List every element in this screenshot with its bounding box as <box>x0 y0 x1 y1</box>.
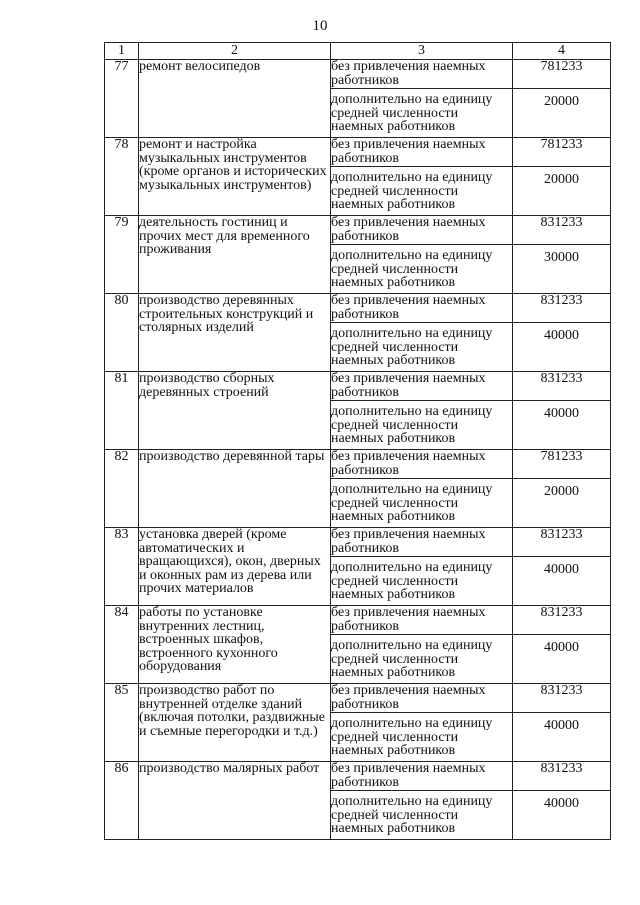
condition-per-employee: дополнительно на единицу средней численности наемных работников <box>331 635 513 684</box>
table-row <box>105 216 611 245</box>
condition-per-employee: дополнительно на единицу средней численности наемных работников <box>331 401 513 450</box>
condition-no-employees: без привлечения наемных работников <box>331 450 513 479</box>
condition-per-employee: дополнительно на единицу средней численности наемных работников <box>331 791 513 840</box>
row-number: 78 <box>105 138 139 216</box>
header-row <box>105 43 611 60</box>
row-number: 81 <box>105 372 139 450</box>
activity-name: производство сборных деревянных строений <box>139 372 331 450</box>
row-number: 86 <box>105 762 139 840</box>
table-row <box>105 450 611 479</box>
value-per-employee: 40000 <box>513 635 611 684</box>
table-row <box>105 762 611 791</box>
condition-no-employees: без привлечения наемных работников <box>331 528 513 557</box>
condition-per-employee: дополнительно на единицу средней численности наемных работников <box>331 557 513 606</box>
condition-per-employee: дополнительно на единицу средней численности наемных работников <box>331 245 513 294</box>
activity-name: установка дверей (кроме автоматических и вращающихся), окон, дверных и оконных рам из дерева или прочих материалов <box>139 528 331 606</box>
table-body <box>105 60 611 840</box>
tariff-table <box>104 42 611 840</box>
page-number: 10 <box>312 18 328 34</box>
value-base: 831233 <box>513 606 611 635</box>
table-row <box>105 60 611 89</box>
value-base: 831233 <box>513 528 611 557</box>
row-number: 85 <box>105 684 139 762</box>
activity-name: деятельность гостиниц и прочих мест для временного проживания <box>139 216 331 294</box>
row-number: 79 <box>105 216 139 294</box>
table-row <box>105 606 611 635</box>
column-header-3: 3 <box>331 43 513 60</box>
activity-name: производство деревянных строительных конструкций и столярных изделий <box>139 294 331 372</box>
value-per-employee: 20000 <box>513 479 611 528</box>
value-per-employee: 20000 <box>513 89 611 138</box>
value-per-employee: 40000 <box>513 557 611 606</box>
column-header-2: 2 <box>139 43 331 60</box>
condition-no-employees: без привлечения наемных работников <box>331 684 513 713</box>
value-base: 831233 <box>513 216 611 245</box>
column-header-1: 1 <box>105 43 139 60</box>
condition-no-employees: без привлечения наемных работников <box>331 372 513 401</box>
condition-per-employee: дополнительно на единицу средней численности наемных работников <box>331 89 513 138</box>
table-row <box>105 138 611 167</box>
value-per-employee: 40000 <box>513 713 611 762</box>
activity-name: производство работ по внутренней отделке зданий (включая потолки, раздвижные и съемные перегородки и т.д.) <box>139 684 331 762</box>
value-base: 831233 <box>513 372 611 401</box>
column-header-4: 4 <box>513 43 611 60</box>
condition-no-employees: без привлечения наемных работников <box>331 762 513 791</box>
row-number: 77 <box>105 60 139 138</box>
activity-name: работы по установке внутренних лестниц, встроенных шкафов, встроенного кухонного оборудования <box>139 606 331 684</box>
value-per-employee: 30000 <box>513 245 611 294</box>
table-row <box>105 294 611 323</box>
condition-no-employees: без привлечения наемных работников <box>331 216 513 245</box>
value-per-employee: 40000 <box>513 401 611 450</box>
table-row <box>105 528 611 557</box>
table-row <box>105 684 611 713</box>
condition-per-employee: дополнительно на единицу средней численности наемных работников <box>331 479 513 528</box>
table-row <box>105 372 611 401</box>
condition-no-employees: без привлечения наемных работников <box>331 138 513 167</box>
value-base: 831233 <box>513 294 611 323</box>
value-per-employee: 40000 <box>513 791 611 840</box>
row-number: 83 <box>105 528 139 606</box>
activity-name: ремонт велосипедов <box>139 60 331 138</box>
condition-no-employees: без привлечения наемных работников <box>331 60 513 89</box>
value-base: 781233 <box>513 138 611 167</box>
value-per-employee: 40000 <box>513 323 611 372</box>
value-per-employee: 20000 <box>513 167 611 216</box>
condition-no-employees: без привлечения наемных работников <box>331 294 513 323</box>
condition-no-employees: без привлечения наемных работников <box>331 606 513 635</box>
condition-per-employee: дополнительно на единицу средней численности наемных работников <box>331 713 513 762</box>
activity-name: производство малярных работ <box>139 762 331 840</box>
value-base: 831233 <box>513 684 611 713</box>
value-base: 831233 <box>513 762 611 791</box>
condition-per-employee: дополнительно на единицу средней численности наемных работников <box>331 323 513 372</box>
row-number: 80 <box>105 294 139 372</box>
row-number: 82 <box>105 450 139 528</box>
activity-name: производство деревянной тары <box>139 450 331 528</box>
row-number: 84 <box>105 606 139 684</box>
value-base: 781233 <box>513 450 611 479</box>
condition-per-employee: дополнительно на единицу средней численности наемных работников <box>331 167 513 216</box>
activity-name: ремонт и настройка музыкальных инструментов (кроме органов и исторических музыкальных инструментов) <box>139 138 331 216</box>
value-base: 781233 <box>513 60 611 89</box>
